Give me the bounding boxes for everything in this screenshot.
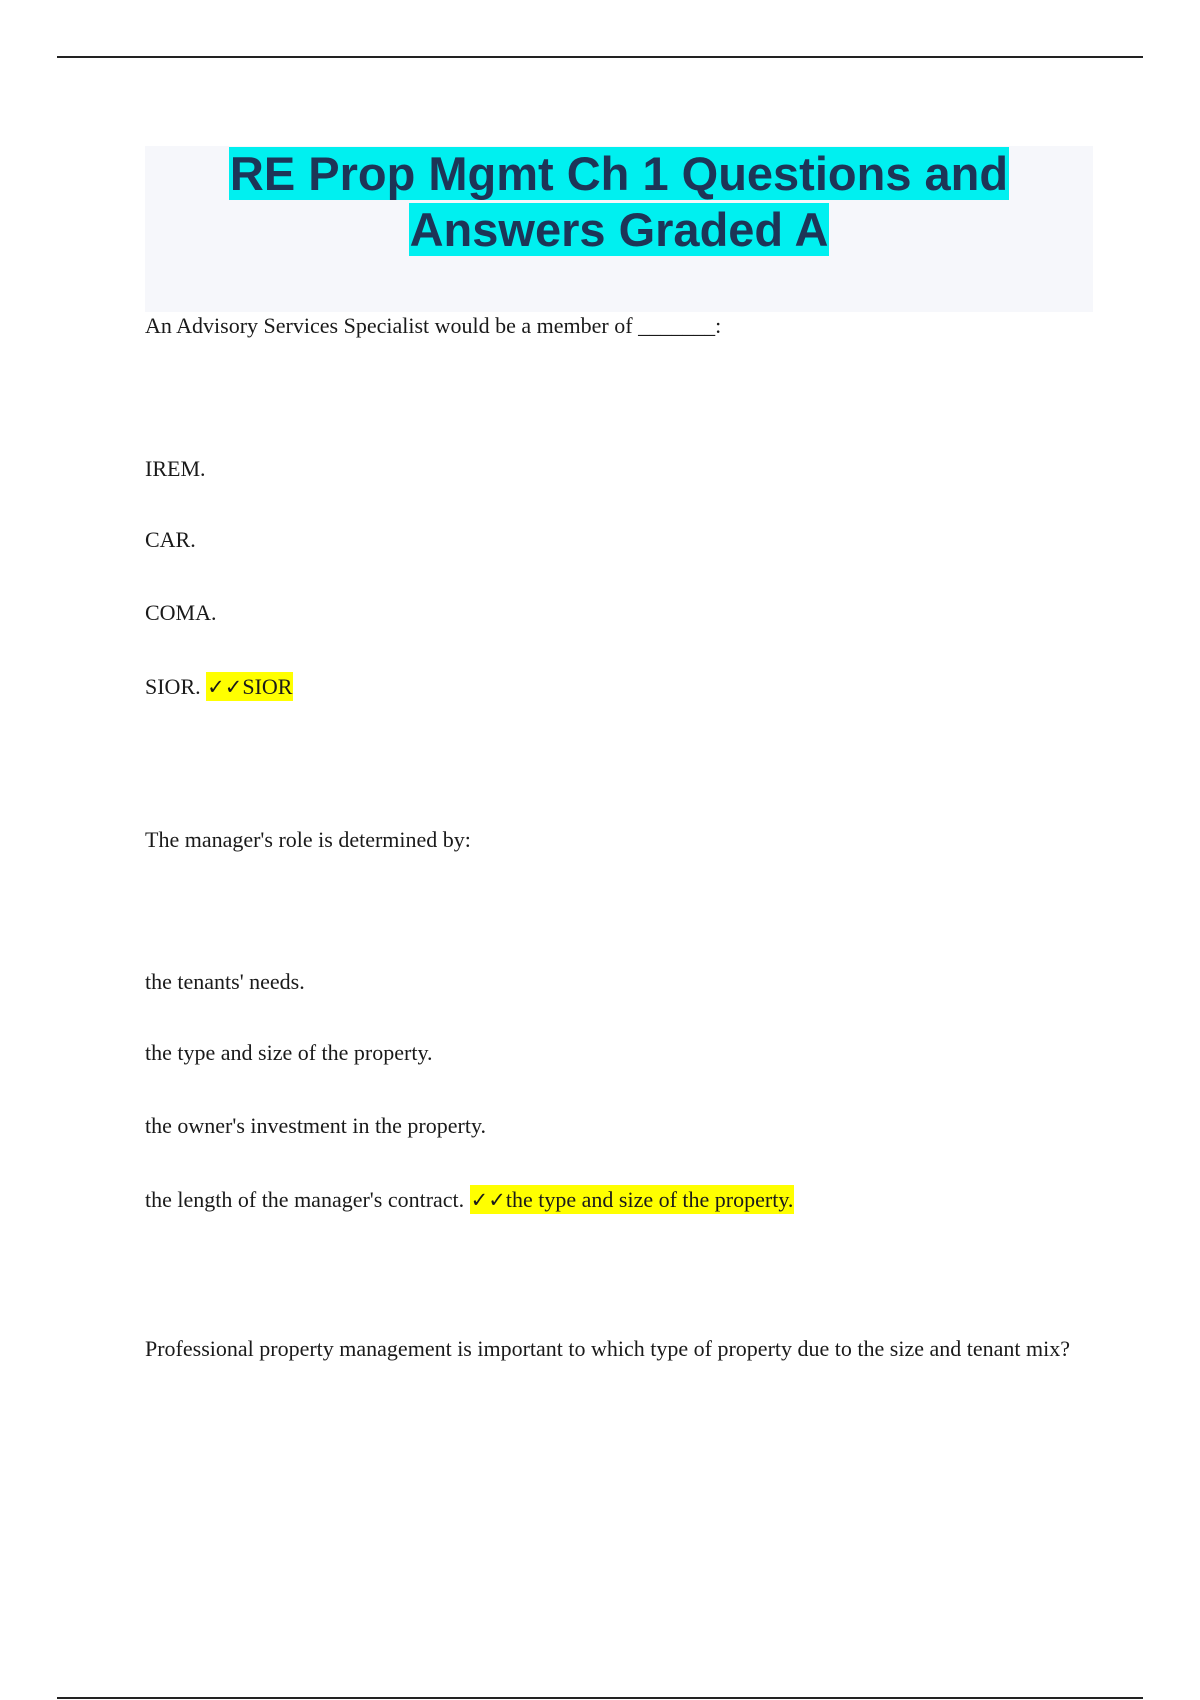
double-check-icon: ✓✓ <box>470 1188 506 1212</box>
document-title <box>145 146 1093 258</box>
question-prompt: An Advisory Services Specialist would be a member of _______: <box>145 313 722 338</box>
answer-highlight <box>470 1185 795 1214</box>
answer-highlight <box>206 672 293 701</box>
option: CAR. <box>145 527 196 552</box>
title-banner <box>145 146 1093 312</box>
title-line-2: Answers Graded A <box>409 203 829 256</box>
option: the length of the manager's contract. <box>145 1187 465 1212</box>
option: COMA. <box>145 600 217 625</box>
option: the type and size of the property. <box>145 1040 433 1065</box>
option-with-answer <box>145 1186 794 1214</box>
bottom-rule <box>57 1697 1143 1699</box>
option: the tenants' needs. <box>145 969 305 994</box>
option: the owner's investment in the property. <box>145 1113 487 1138</box>
option-with-answer <box>145 673 293 701</box>
question-prompt: Professional property management is important to which type of property due to the size and tenant mix? <box>145 1336 1070 1361</box>
answer-text: SIOR <box>242 674 293 699</box>
top-rule <box>57 56 1143 58</box>
option: SIOR. <box>145 674 201 699</box>
answer-text: the type and size of the property. <box>505 1187 794 1212</box>
title-line-1: RE Prop Mgmt Ch 1 Questions and <box>229 147 1009 200</box>
question-prompt: The manager's role is determined by: <box>145 827 471 852</box>
double-check-icon: ✓✓ <box>207 675 243 699</box>
option: IREM. <box>145 456 206 481</box>
